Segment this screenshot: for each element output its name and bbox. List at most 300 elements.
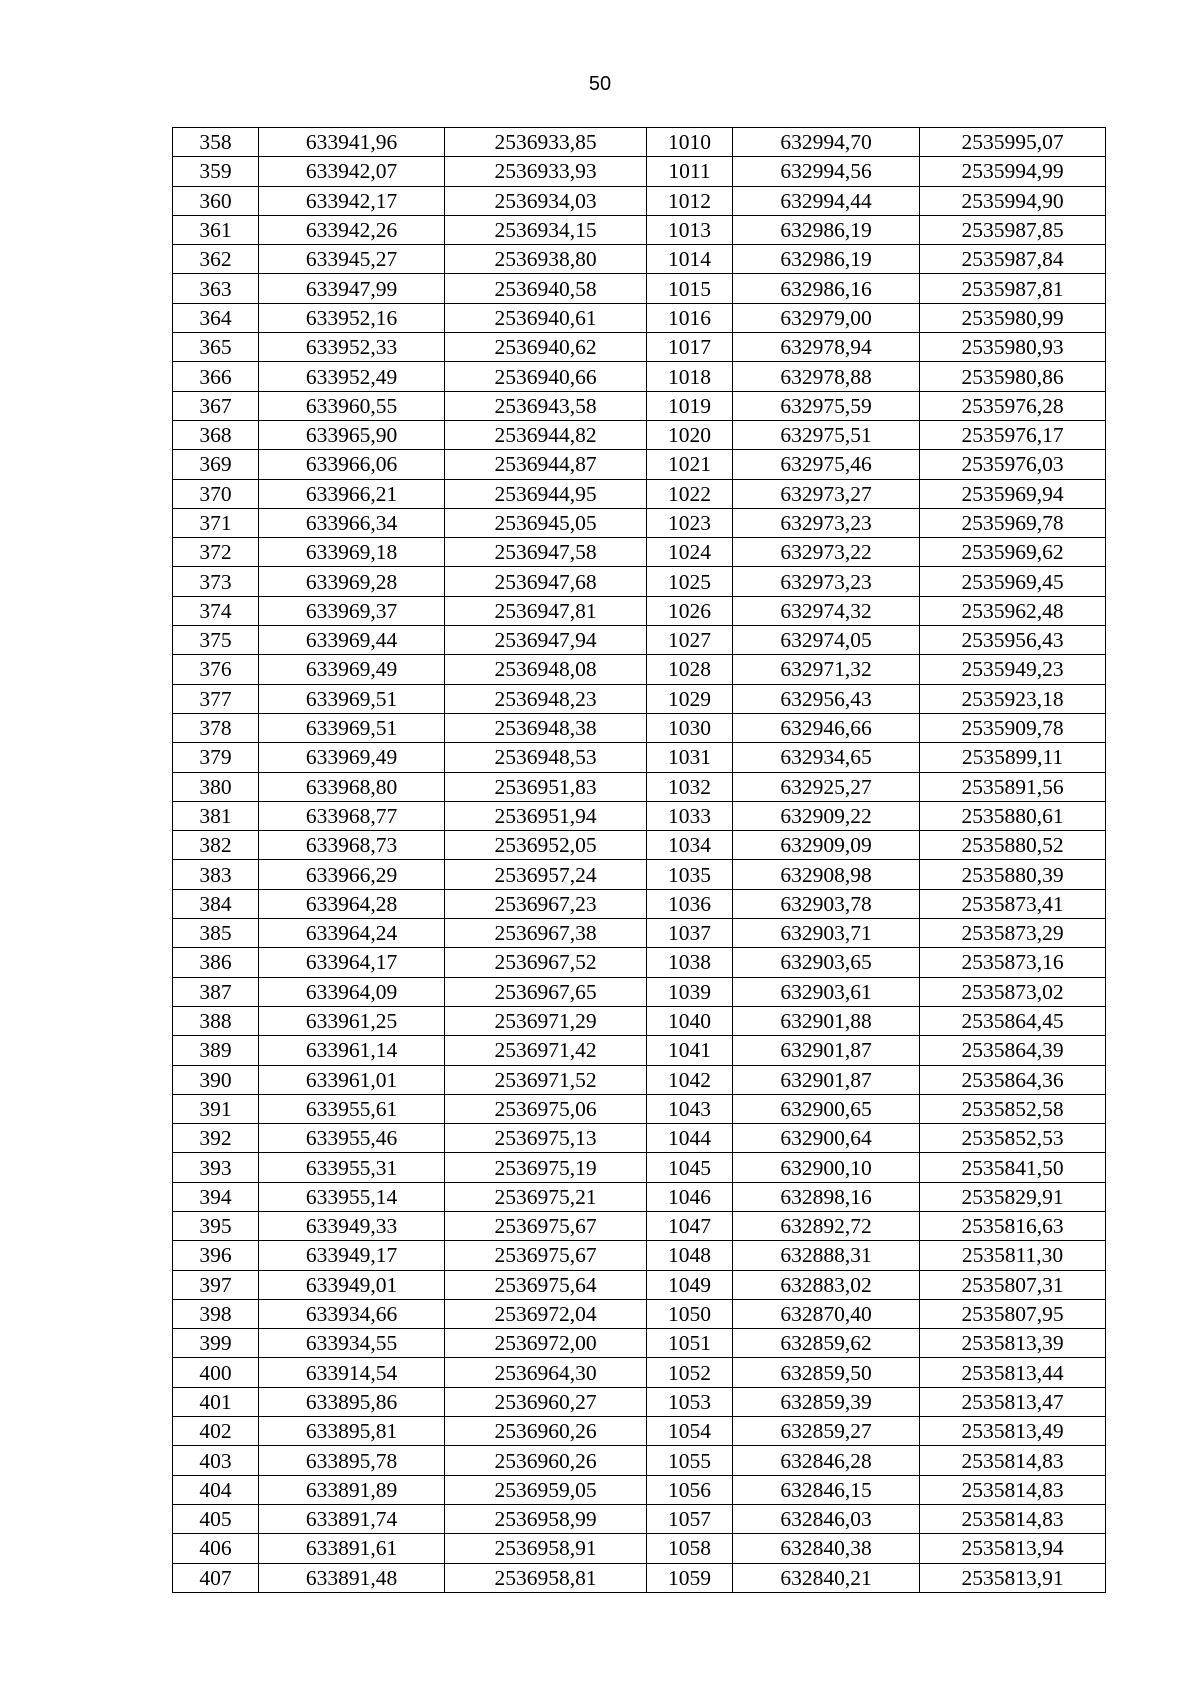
x-coordinate-cell: 633968,77 bbox=[259, 801, 445, 830]
y-coordinate-cell: 2536938,80 bbox=[445, 245, 647, 274]
point-number-cell: 385 bbox=[173, 919, 259, 948]
point-number-cell: 358 bbox=[173, 128, 259, 157]
point-number-cell: 380 bbox=[173, 772, 259, 801]
table-row bbox=[173, 1504, 1106, 1533]
y-coordinate-cell: 2536933,85 bbox=[445, 128, 647, 157]
point-number-cell: 1024 bbox=[647, 538, 733, 567]
y-coordinate-cell: 2535807,31 bbox=[920, 1270, 1106, 1299]
point-number-cell: 1034 bbox=[647, 831, 733, 860]
point-number-cell: 402 bbox=[173, 1417, 259, 1446]
point-number-cell: 364 bbox=[173, 303, 259, 332]
table-row bbox=[173, 801, 1106, 830]
point-number-cell: 396 bbox=[173, 1241, 259, 1270]
table-row bbox=[173, 1006, 1106, 1035]
y-coordinate-cell: 2535994,90 bbox=[920, 186, 1106, 215]
table-row bbox=[173, 772, 1106, 801]
y-coordinate-cell: 2536940,61 bbox=[445, 303, 647, 332]
x-coordinate-cell: 632901,87 bbox=[733, 1036, 920, 1065]
point-number-cell: 377 bbox=[173, 684, 259, 713]
y-coordinate-cell: 2536958,99 bbox=[445, 1504, 647, 1533]
y-coordinate-cell: 2536948,53 bbox=[445, 743, 647, 772]
point-number-cell: 369 bbox=[173, 450, 259, 479]
table-row bbox=[173, 1417, 1106, 1446]
point-number-cell: 1044 bbox=[647, 1124, 733, 1153]
table-row bbox=[173, 1094, 1106, 1123]
point-number-cell: 1022 bbox=[647, 479, 733, 508]
point-number-cell: 1055 bbox=[647, 1446, 733, 1475]
x-coordinate-cell: 633945,27 bbox=[259, 245, 445, 274]
point-number-cell: 406 bbox=[173, 1534, 259, 1563]
y-coordinate-cell: 2535864,39 bbox=[920, 1036, 1106, 1065]
x-coordinate-cell: 632901,88 bbox=[733, 1006, 920, 1035]
y-coordinate-cell: 2535995,07 bbox=[920, 128, 1106, 157]
x-coordinate-cell: 632973,22 bbox=[733, 538, 920, 567]
x-coordinate-cell: 633969,37 bbox=[259, 596, 445, 625]
point-number-cell: 384 bbox=[173, 889, 259, 918]
x-coordinate-cell: 632973,23 bbox=[733, 567, 920, 596]
point-number-cell: 1018 bbox=[647, 362, 733, 391]
table-row bbox=[173, 1299, 1106, 1328]
x-coordinate-cell: 633966,21 bbox=[259, 479, 445, 508]
y-coordinate-cell: 2535873,16 bbox=[920, 948, 1106, 977]
y-coordinate-cell: 2536947,94 bbox=[445, 626, 647, 655]
x-coordinate-cell: 632870,40 bbox=[733, 1299, 920, 1328]
point-number-cell: 1015 bbox=[647, 274, 733, 303]
x-coordinate-cell: 633966,06 bbox=[259, 450, 445, 479]
point-number-cell: 407 bbox=[173, 1563, 259, 1592]
point-number-cell: 394 bbox=[173, 1182, 259, 1211]
table-row bbox=[173, 626, 1106, 655]
x-coordinate-cell: 633942,07 bbox=[259, 157, 445, 186]
y-coordinate-cell: 2536947,68 bbox=[445, 567, 647, 596]
y-coordinate-cell: 2535976,17 bbox=[920, 420, 1106, 449]
x-coordinate-cell: 632986,19 bbox=[733, 245, 920, 274]
point-number-cell: 403 bbox=[173, 1446, 259, 1475]
y-coordinate-cell: 2536952,05 bbox=[445, 831, 647, 860]
x-coordinate-cell: 632974,32 bbox=[733, 596, 920, 625]
point-number-cell: 1054 bbox=[647, 1417, 733, 1446]
table-row bbox=[173, 450, 1106, 479]
x-coordinate-cell: 633966,29 bbox=[259, 860, 445, 889]
x-coordinate-cell: 632974,05 bbox=[733, 626, 920, 655]
y-coordinate-cell: 2536958,91 bbox=[445, 1534, 647, 1563]
x-coordinate-cell: 633955,61 bbox=[259, 1094, 445, 1123]
x-coordinate-cell: 632975,46 bbox=[733, 450, 920, 479]
point-number-cell: 398 bbox=[173, 1299, 259, 1328]
point-number-cell: 1047 bbox=[647, 1211, 733, 1240]
x-coordinate-cell: 632846,28 bbox=[733, 1446, 920, 1475]
x-coordinate-cell: 633952,16 bbox=[259, 303, 445, 332]
point-number-cell: 382 bbox=[173, 831, 259, 860]
point-number-cell: 1030 bbox=[647, 713, 733, 742]
coordinates-table bbox=[172, 127, 1106, 1593]
y-coordinate-cell: 2535969,62 bbox=[920, 538, 1106, 567]
y-coordinate-cell: 2536975,64 bbox=[445, 1270, 647, 1299]
x-coordinate-cell: 633964,09 bbox=[259, 977, 445, 1006]
y-coordinate-cell: 2535969,78 bbox=[920, 508, 1106, 537]
point-number-cell: 1052 bbox=[647, 1358, 733, 1387]
y-coordinate-cell: 2535976,03 bbox=[920, 450, 1106, 479]
x-coordinate-cell: 633934,55 bbox=[259, 1329, 445, 1358]
x-coordinate-cell: 632909,22 bbox=[733, 801, 920, 830]
y-coordinate-cell: 2536975,67 bbox=[445, 1211, 647, 1240]
point-number-cell: 401 bbox=[173, 1387, 259, 1416]
point-number-cell: 368 bbox=[173, 420, 259, 449]
point-number-cell: 1056 bbox=[647, 1475, 733, 1504]
y-coordinate-cell: 2535873,41 bbox=[920, 889, 1106, 918]
table-row bbox=[173, 1475, 1106, 1504]
y-coordinate-cell: 2535873,29 bbox=[920, 919, 1106, 948]
table-row bbox=[173, 1241, 1106, 1270]
point-number-cell: 1036 bbox=[647, 889, 733, 918]
y-coordinate-cell: 2536967,23 bbox=[445, 889, 647, 918]
point-number-cell: 390 bbox=[173, 1065, 259, 1094]
y-coordinate-cell: 2535841,50 bbox=[920, 1153, 1106, 1182]
point-number-cell: 1058 bbox=[647, 1534, 733, 1563]
x-coordinate-cell: 632994,56 bbox=[733, 157, 920, 186]
x-coordinate-cell: 632909,09 bbox=[733, 831, 920, 860]
x-coordinate-cell: 632994,44 bbox=[733, 186, 920, 215]
point-number-cell: 1010 bbox=[647, 128, 733, 157]
x-coordinate-cell: 633964,24 bbox=[259, 919, 445, 948]
point-number-cell: 387 bbox=[173, 977, 259, 1006]
y-coordinate-cell: 2536967,38 bbox=[445, 919, 647, 948]
point-number-cell: 1021 bbox=[647, 450, 733, 479]
x-coordinate-cell: 633955,31 bbox=[259, 1153, 445, 1182]
y-coordinate-cell: 2535956,43 bbox=[920, 626, 1106, 655]
table-row bbox=[173, 1329, 1106, 1358]
point-number-cell: 1027 bbox=[647, 626, 733, 655]
y-coordinate-cell: 2536934,15 bbox=[445, 215, 647, 244]
point-number-cell: 1013 bbox=[647, 215, 733, 244]
y-coordinate-cell: 2536971,29 bbox=[445, 1006, 647, 1035]
y-coordinate-cell: 2536944,87 bbox=[445, 450, 647, 479]
y-coordinate-cell: 2535813,94 bbox=[920, 1534, 1106, 1563]
table-row bbox=[173, 831, 1106, 860]
y-coordinate-cell: 2536964,30 bbox=[445, 1358, 647, 1387]
y-coordinate-cell: 2536958,81 bbox=[445, 1563, 647, 1592]
y-coordinate-cell: 2535852,53 bbox=[920, 1124, 1106, 1153]
x-coordinate-cell: 633960,55 bbox=[259, 391, 445, 420]
point-number-cell: 366 bbox=[173, 362, 259, 391]
x-coordinate-cell: 633947,99 bbox=[259, 274, 445, 303]
y-coordinate-cell: 2536944,82 bbox=[445, 420, 647, 449]
table-row bbox=[173, 713, 1106, 742]
x-coordinate-cell: 632840,21 bbox=[733, 1563, 920, 1592]
y-coordinate-cell: 2536948,23 bbox=[445, 684, 647, 713]
y-coordinate-cell: 2535976,28 bbox=[920, 391, 1106, 420]
point-number-cell: 1051 bbox=[647, 1329, 733, 1358]
x-coordinate-cell: 633891,48 bbox=[259, 1563, 445, 1592]
x-coordinate-cell: 632900,64 bbox=[733, 1124, 920, 1153]
y-coordinate-cell: 2535880,61 bbox=[920, 801, 1106, 830]
y-coordinate-cell: 2536959,05 bbox=[445, 1475, 647, 1504]
point-number-cell: 1043 bbox=[647, 1094, 733, 1123]
x-coordinate-cell: 633961,14 bbox=[259, 1036, 445, 1065]
x-coordinate-cell: 632946,66 bbox=[733, 713, 920, 742]
point-number-cell: 1032 bbox=[647, 772, 733, 801]
point-number-cell: 362 bbox=[173, 245, 259, 274]
point-number-cell: 392 bbox=[173, 1124, 259, 1153]
x-coordinate-cell: 632903,71 bbox=[733, 919, 920, 948]
x-coordinate-cell: 633969,51 bbox=[259, 713, 445, 742]
x-coordinate-cell: 632975,51 bbox=[733, 420, 920, 449]
y-coordinate-cell: 2535987,81 bbox=[920, 274, 1106, 303]
y-coordinate-cell: 2536957,24 bbox=[445, 860, 647, 889]
y-coordinate-cell: 2536944,95 bbox=[445, 479, 647, 508]
y-coordinate-cell: 2536947,81 bbox=[445, 596, 647, 625]
y-coordinate-cell: 2536948,08 bbox=[445, 655, 647, 684]
y-coordinate-cell: 2536971,42 bbox=[445, 1036, 647, 1065]
x-coordinate-cell: 632892,72 bbox=[733, 1211, 920, 1240]
point-number-cell: 1011 bbox=[647, 157, 733, 186]
table-row bbox=[173, 1387, 1106, 1416]
x-coordinate-cell: 633891,89 bbox=[259, 1475, 445, 1504]
point-number-cell: 386 bbox=[173, 948, 259, 977]
point-number-cell: 399 bbox=[173, 1329, 259, 1358]
x-coordinate-cell: 633969,51 bbox=[259, 684, 445, 713]
x-coordinate-cell: 633966,34 bbox=[259, 508, 445, 537]
point-number-cell: 1050 bbox=[647, 1299, 733, 1328]
table-row bbox=[173, 1036, 1106, 1065]
x-coordinate-cell: 633934,66 bbox=[259, 1299, 445, 1328]
x-coordinate-cell: 632900,10 bbox=[733, 1153, 920, 1182]
y-coordinate-cell: 2535899,11 bbox=[920, 743, 1106, 772]
y-coordinate-cell: 2536975,67 bbox=[445, 1241, 647, 1270]
y-coordinate-cell: 2535962,48 bbox=[920, 596, 1106, 625]
table-row bbox=[173, 889, 1106, 918]
table-row bbox=[173, 186, 1106, 215]
point-number-cell: 376 bbox=[173, 655, 259, 684]
point-number-cell: 395 bbox=[173, 1211, 259, 1240]
x-coordinate-cell: 633955,14 bbox=[259, 1182, 445, 1211]
point-number-cell: 393 bbox=[173, 1153, 259, 1182]
point-number-cell: 1040 bbox=[647, 1006, 733, 1035]
table-row bbox=[173, 420, 1106, 449]
point-number-cell: 1033 bbox=[647, 801, 733, 830]
point-number-cell: 405 bbox=[173, 1504, 259, 1533]
y-coordinate-cell: 2535829,91 bbox=[920, 1182, 1106, 1211]
y-coordinate-cell: 2535923,18 bbox=[920, 684, 1106, 713]
point-number-cell: 1012 bbox=[647, 186, 733, 215]
y-coordinate-cell: 2535987,84 bbox=[920, 245, 1106, 274]
page-number: 50 bbox=[588, 73, 612, 95]
x-coordinate-cell: 633969,28 bbox=[259, 567, 445, 596]
x-coordinate-cell: 633968,80 bbox=[259, 772, 445, 801]
y-coordinate-cell: 2535814,83 bbox=[920, 1446, 1106, 1475]
table-row bbox=[173, 1124, 1106, 1153]
table-row bbox=[173, 655, 1106, 684]
x-coordinate-cell: 633895,86 bbox=[259, 1387, 445, 1416]
table-row bbox=[173, 596, 1106, 625]
x-coordinate-cell: 633895,81 bbox=[259, 1417, 445, 1446]
x-coordinate-cell: 633941,96 bbox=[259, 128, 445, 157]
x-coordinate-cell: 633952,33 bbox=[259, 333, 445, 362]
point-number-cell: 1014 bbox=[647, 245, 733, 274]
x-coordinate-cell: 633955,46 bbox=[259, 1124, 445, 1153]
x-coordinate-cell: 632973,27 bbox=[733, 479, 920, 508]
point-number-cell: 1016 bbox=[647, 303, 733, 332]
table-row bbox=[173, 508, 1106, 537]
y-coordinate-cell: 2535813,49 bbox=[920, 1417, 1106, 1446]
x-coordinate-cell: 633942,26 bbox=[259, 215, 445, 244]
point-number-cell: 389 bbox=[173, 1036, 259, 1065]
y-coordinate-cell: 2536971,52 bbox=[445, 1065, 647, 1094]
table-row bbox=[173, 303, 1106, 332]
x-coordinate-cell: 632859,27 bbox=[733, 1417, 920, 1446]
y-coordinate-cell: 2535969,94 bbox=[920, 479, 1106, 508]
x-coordinate-cell: 632846,15 bbox=[733, 1475, 920, 1504]
x-coordinate-cell: 632975,59 bbox=[733, 391, 920, 420]
y-coordinate-cell: 2536945,05 bbox=[445, 508, 647, 537]
table-row bbox=[173, 274, 1106, 303]
table-row bbox=[173, 215, 1106, 244]
table-row bbox=[173, 1153, 1106, 1182]
x-coordinate-cell: 632956,43 bbox=[733, 684, 920, 713]
point-number-cell: 1029 bbox=[647, 684, 733, 713]
point-number-cell: 363 bbox=[173, 274, 259, 303]
x-coordinate-cell: 632840,38 bbox=[733, 1534, 920, 1563]
x-coordinate-cell: 633969,44 bbox=[259, 626, 445, 655]
x-coordinate-cell: 633961,01 bbox=[259, 1065, 445, 1094]
y-coordinate-cell: 2536975,19 bbox=[445, 1153, 647, 1182]
point-number-cell: 1046 bbox=[647, 1182, 733, 1211]
x-coordinate-cell: 632994,70 bbox=[733, 128, 920, 157]
x-coordinate-cell: 633949,01 bbox=[259, 1270, 445, 1299]
y-coordinate-cell: 2536972,04 bbox=[445, 1299, 647, 1328]
y-coordinate-cell: 2536948,38 bbox=[445, 713, 647, 742]
point-number-cell: 391 bbox=[173, 1094, 259, 1123]
table-row bbox=[173, 1211, 1106, 1240]
x-coordinate-cell: 633949,33 bbox=[259, 1211, 445, 1240]
x-coordinate-cell: 633969,18 bbox=[259, 538, 445, 567]
x-coordinate-cell: 633964,17 bbox=[259, 948, 445, 977]
x-coordinate-cell: 632900,65 bbox=[733, 1094, 920, 1123]
x-coordinate-cell: 633891,74 bbox=[259, 1504, 445, 1533]
y-coordinate-cell: 2535813,47 bbox=[920, 1387, 1106, 1416]
x-coordinate-cell: 632973,23 bbox=[733, 508, 920, 537]
y-coordinate-cell: 2536947,58 bbox=[445, 538, 647, 567]
table-row bbox=[173, 1065, 1106, 1094]
table-row bbox=[173, 567, 1106, 596]
x-coordinate-cell: 633968,73 bbox=[259, 831, 445, 860]
x-coordinate-cell: 632898,16 bbox=[733, 1182, 920, 1211]
point-number-cell: 372 bbox=[173, 538, 259, 567]
y-coordinate-cell: 2535814,83 bbox=[920, 1475, 1106, 1504]
y-coordinate-cell: 2535891,56 bbox=[920, 772, 1106, 801]
point-number-cell: 1039 bbox=[647, 977, 733, 1006]
y-coordinate-cell: 2535852,58 bbox=[920, 1094, 1106, 1123]
point-number-cell: 1048 bbox=[647, 1241, 733, 1270]
y-coordinate-cell: 2535864,45 bbox=[920, 1006, 1106, 1035]
table-row bbox=[173, 1182, 1106, 1211]
x-coordinate-cell: 632934,65 bbox=[733, 743, 920, 772]
point-number-cell: 404 bbox=[173, 1475, 259, 1504]
point-number-cell: 378 bbox=[173, 713, 259, 742]
x-coordinate-cell: 632883,02 bbox=[733, 1270, 920, 1299]
point-number-cell: 1025 bbox=[647, 567, 733, 596]
point-number-cell: 1049 bbox=[647, 1270, 733, 1299]
x-coordinate-cell: 633949,17 bbox=[259, 1241, 445, 1270]
y-coordinate-cell: 2535969,45 bbox=[920, 567, 1106, 596]
x-coordinate-cell: 632859,39 bbox=[733, 1387, 920, 1416]
table-row bbox=[173, 362, 1106, 391]
y-coordinate-cell: 2535987,85 bbox=[920, 215, 1106, 244]
table-row bbox=[173, 860, 1106, 889]
y-coordinate-cell: 2536940,66 bbox=[445, 362, 647, 391]
y-coordinate-cell: 2535811,30 bbox=[920, 1241, 1106, 1270]
point-number-cell: 374 bbox=[173, 596, 259, 625]
table-row bbox=[173, 977, 1106, 1006]
point-number-cell: 1057 bbox=[647, 1504, 733, 1533]
y-coordinate-cell: 2536967,52 bbox=[445, 948, 647, 977]
x-coordinate-cell: 633964,28 bbox=[259, 889, 445, 918]
y-coordinate-cell: 2536933,93 bbox=[445, 157, 647, 186]
y-coordinate-cell: 2535814,83 bbox=[920, 1504, 1106, 1533]
table-row bbox=[173, 1534, 1106, 1563]
x-coordinate-cell: 633952,49 bbox=[259, 362, 445, 391]
point-number-cell: 1017 bbox=[647, 333, 733, 362]
point-number-cell: 1023 bbox=[647, 508, 733, 537]
x-coordinate-cell: 632986,19 bbox=[733, 215, 920, 244]
point-number-cell: 1045 bbox=[647, 1153, 733, 1182]
point-number-cell: 1019 bbox=[647, 391, 733, 420]
y-coordinate-cell: 2536951,94 bbox=[445, 801, 647, 830]
x-coordinate-cell: 632986,16 bbox=[733, 274, 920, 303]
x-coordinate-cell: 632859,50 bbox=[733, 1358, 920, 1387]
y-coordinate-cell: 2536960,26 bbox=[445, 1446, 647, 1475]
y-coordinate-cell: 2535949,23 bbox=[920, 655, 1106, 684]
point-number-cell: 370 bbox=[173, 479, 259, 508]
point-number-cell: 1038 bbox=[647, 948, 733, 977]
y-coordinate-cell: 2536972,00 bbox=[445, 1329, 647, 1358]
table-row bbox=[173, 919, 1106, 948]
point-number-cell: 1028 bbox=[647, 655, 733, 684]
y-coordinate-cell: 2536960,27 bbox=[445, 1387, 647, 1416]
table-row bbox=[173, 1563, 1106, 1592]
table-row bbox=[173, 743, 1106, 772]
y-coordinate-cell: 2535880,52 bbox=[920, 831, 1106, 860]
table-row bbox=[173, 684, 1106, 713]
y-coordinate-cell: 2536951,83 bbox=[445, 772, 647, 801]
point-number-cell: 1026 bbox=[647, 596, 733, 625]
x-coordinate-cell: 633942,17 bbox=[259, 186, 445, 215]
point-number-cell: 1053 bbox=[647, 1387, 733, 1416]
point-number-cell: 1031 bbox=[647, 743, 733, 772]
y-coordinate-cell: 2535980,86 bbox=[920, 362, 1106, 391]
x-coordinate-cell: 632903,78 bbox=[733, 889, 920, 918]
y-coordinate-cell: 2535813,91 bbox=[920, 1563, 1106, 1592]
table-row bbox=[173, 538, 1106, 567]
y-coordinate-cell: 2535807,95 bbox=[920, 1299, 1106, 1328]
y-coordinate-cell: 2536960,26 bbox=[445, 1417, 647, 1446]
y-coordinate-cell: 2536940,62 bbox=[445, 333, 647, 362]
point-number-cell: 359 bbox=[173, 157, 259, 186]
point-number-cell: 360 bbox=[173, 186, 259, 215]
x-coordinate-cell: 633961,25 bbox=[259, 1006, 445, 1035]
y-coordinate-cell: 2536943,58 bbox=[445, 391, 647, 420]
point-number-cell: 400 bbox=[173, 1358, 259, 1387]
x-coordinate-cell: 632925,27 bbox=[733, 772, 920, 801]
y-coordinate-cell: 2536967,65 bbox=[445, 977, 647, 1006]
point-number-cell: 388 bbox=[173, 1006, 259, 1035]
table-row bbox=[173, 948, 1106, 977]
x-coordinate-cell: 633895,78 bbox=[259, 1446, 445, 1475]
point-number-cell: 1037 bbox=[647, 919, 733, 948]
point-number-cell: 397 bbox=[173, 1270, 259, 1299]
x-coordinate-cell: 632901,87 bbox=[733, 1065, 920, 1094]
y-coordinate-cell: 2535994,99 bbox=[920, 157, 1106, 186]
